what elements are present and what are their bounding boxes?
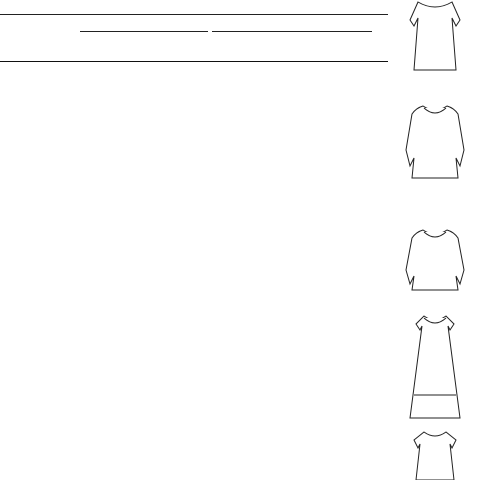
dress-sketches	[390, 0, 480, 480]
dress-a-sketch	[410, 2, 460, 70]
top-rule	[0, 14, 388, 15]
garment-illustrations	[390, 0, 480, 480]
dress-b-sketch-1	[406, 106, 464, 178]
dress-b-sketch-2	[406, 230, 464, 290]
dress-c-sketch-1	[410, 316, 460, 418]
dress-c-sketch-2	[414, 432, 456, 480]
